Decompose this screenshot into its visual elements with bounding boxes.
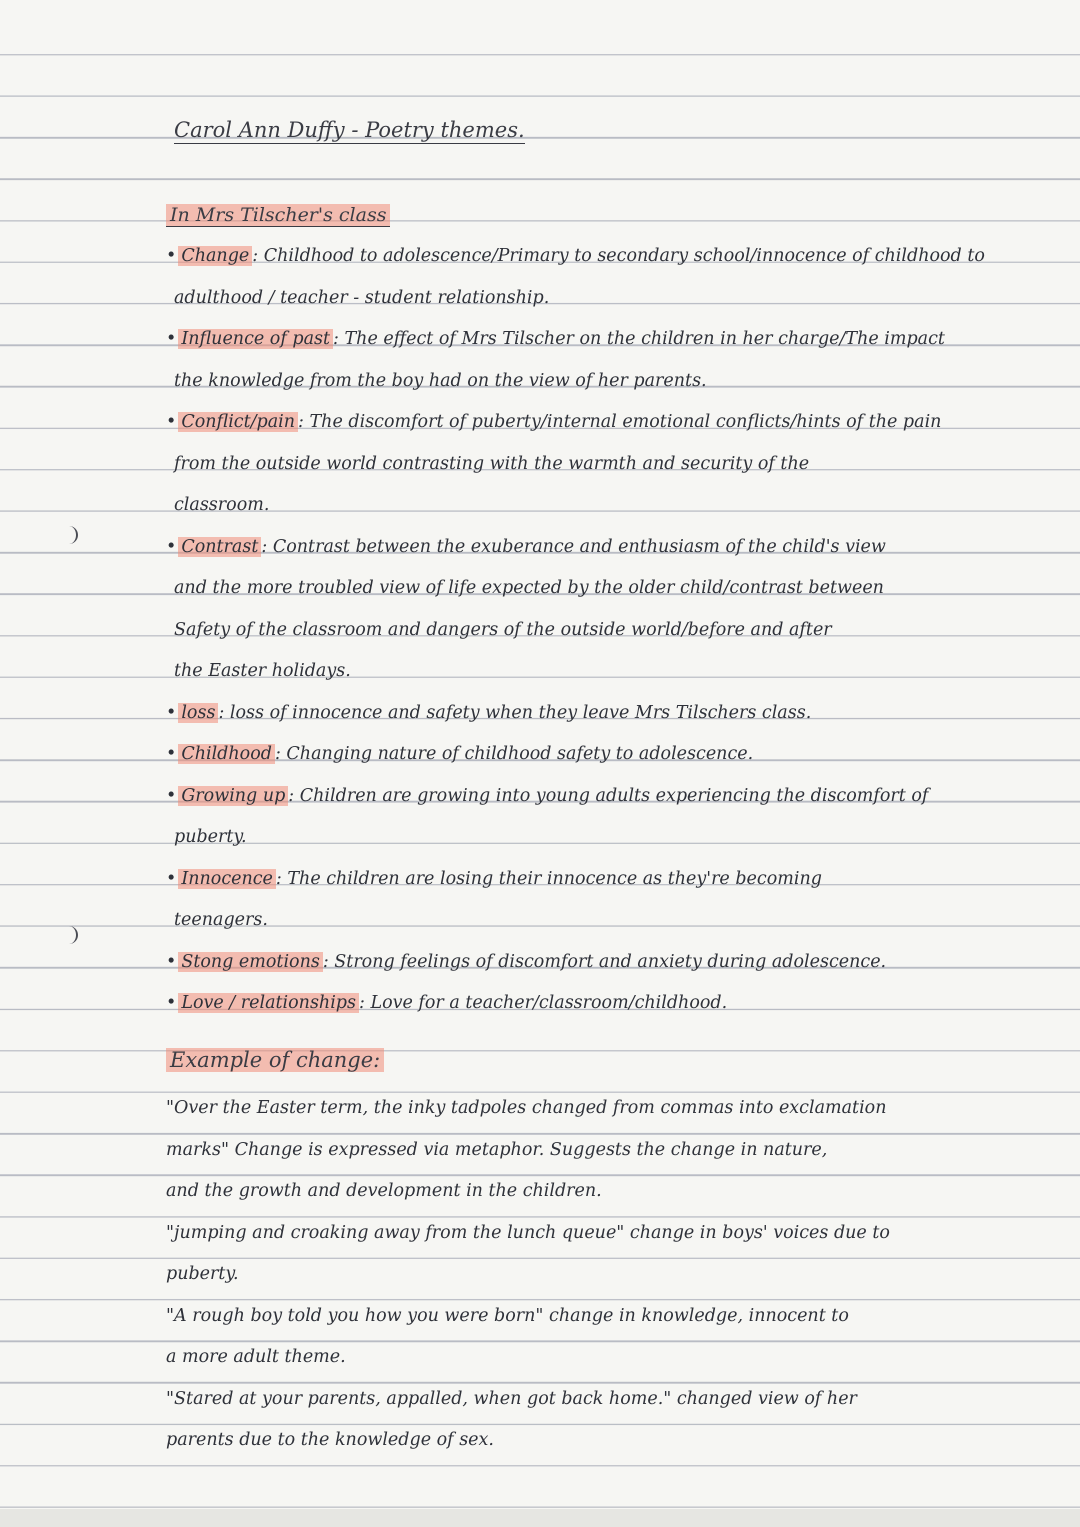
bullet-icon: • — [166, 868, 177, 889]
theme-text: The discomfort of puberty/internal emotional conflicts/hints of the pain — [309, 412, 942, 432]
theme-text: teenagers. — [174, 910, 268, 930]
theme-item-continuation — [166, 444, 1066, 486]
theme-item — [166, 859, 1066, 901]
theme-colon: : — [275, 868, 288, 889]
example-heading — [166, 1048, 384, 1072]
theme-item-continuation — [166, 651, 1066, 693]
theme-item — [166, 319, 1066, 361]
bullet-icon: • — [166, 536, 177, 557]
example-line: "Stared at your parents, appalled, when got back home." changed view of her — [166, 1388, 857, 1409]
theme-text: Safety of the classroom and dangers of the outside world/before and after — [174, 619, 832, 640]
theme-item-continuation — [166, 817, 1066, 859]
theme-label: Stong emotions — [178, 952, 323, 972]
bullet-icon: • — [166, 785, 177, 806]
theme-label: Love / relationships — [178, 993, 359, 1013]
theme-colon: : — [218, 702, 230, 723]
example-line: a more adult theme. — [166, 1347, 346, 1367]
theme-label: Change — [178, 246, 252, 266]
bullet-icon: • — [166, 744, 177, 764]
theme-item — [166, 734, 1066, 776]
bullet-icon: • — [166, 329, 177, 349]
theme-text: the knowledge from the boy had on the view of her parents. — [174, 370, 707, 391]
theme-text: the Easter holidays. — [174, 661, 351, 681]
themes-list — [166, 236, 1066, 1025]
theme-item — [166, 983, 1066, 1025]
example-line: "A rough boy told you how you were born" change in knowledge, innocent to — [166, 1305, 849, 1326]
theme-text: Contrast between the exuberance and enthusiasm of the child's view — [272, 536, 886, 557]
bullet-icon: • — [166, 412, 177, 432]
bullet-icon: • — [166, 246, 177, 266]
bullet-icon: • — [166, 951, 177, 972]
theme-text: Childhood to adolescence/Primary to secondary school/innocence of childhood to — [263, 246, 985, 266]
theme-label: Innocence — [178, 869, 276, 889]
bullet-icon: • — [166, 993, 177, 1013]
theme-text: The effect of Mrs Tilscher on the children in her charge/The impact — [344, 329, 945, 349]
theme-item — [166, 527, 1066, 569]
theme-colon: : — [358, 993, 371, 1013]
theme-item-continuation — [166, 278, 1066, 320]
theme-item — [166, 942, 1066, 984]
theme-text: puberty. — [174, 827, 247, 847]
theme-label: Contrast — [178, 537, 261, 557]
theme-label: Influence of past — [178, 329, 333, 349]
margin-bracket-mark — [62, 526, 78, 544]
theme-colon: : — [274, 744, 287, 764]
theme-label: Childhood — [178, 744, 275, 764]
bullet-icon: • — [166, 702, 177, 723]
theme-colon: : — [333, 329, 345, 349]
theme-text: adulthood / teacher - student relationship. — [174, 287, 550, 308]
theme-item — [166, 236, 1066, 278]
margin-bracket-mark — [62, 926, 78, 944]
examples-list — [166, 1088, 1066, 1462]
theme-text: loss of innocence and safety when they leave Mrs Tilschers class. — [229, 702, 812, 723]
example-heading-text: Example of change: — [166, 1048, 384, 1072]
example-line: "jumping and croaking away from the lunch queue" change in boys' voices due to — [166, 1222, 890, 1243]
example-line: "Over the Easter term, the inky tadpoles changed from commas into exclamation — [166, 1098, 887, 1118]
theme-label: Growing up — [178, 786, 288, 806]
theme-text: Changing nature of childhood safety to adolescence. — [286, 744, 754, 764]
theme-item-continuation — [166, 361, 1066, 403]
example-line: parents due to the knowledge of sex. — [166, 1430, 494, 1450]
theme-item-continuation — [166, 568, 1066, 610]
theme-item-continuation — [166, 610, 1066, 652]
example-line: marks" Change is expressed via metaphor. Suggests the change in nature, — [166, 1139, 828, 1160]
theme-label: Conflict/pain — [178, 412, 298, 432]
theme-item — [166, 776, 1066, 818]
theme-text: The children are losing their innocence as they're becoming — [287, 868, 822, 889]
page-title: Carol Ann Duffy - Poetry themes. — [174, 118, 525, 142]
theme-item — [166, 402, 1066, 444]
theme-item — [166, 693, 1066, 735]
theme-item-continuation — [166, 900, 1066, 942]
theme-text: Children are growing into young adults experiencing the discomfort of — [299, 785, 929, 806]
theme-colon: : — [288, 785, 300, 806]
theme-colon: : — [322, 951, 335, 972]
theme-label: loss — [178, 703, 218, 723]
theme-colon: : — [252, 246, 264, 266]
example-line: and the growth and development in the children. — [166, 1181, 602, 1201]
example-line: puberty. — [166, 1264, 239, 1284]
theme-text: from the outside world contrasting with the warmth and security of the — [174, 453, 810, 474]
theme-text: Love for a teacher/classroom/childhood. — [370, 993, 728, 1013]
theme-item-continuation — [166, 485, 1066, 527]
section-heading-text: In Mrs Tilscher's class — [166, 204, 390, 226]
theme-text: classroom. — [174, 495, 270, 515]
theme-text: and the more troubled view of life expected by the older child/contrast between — [174, 578, 884, 598]
theme-colon: : — [298, 412, 310, 432]
theme-text: Strong feelings of discomfort and anxiety during adolescence. — [334, 951, 887, 972]
theme-colon: : — [261, 536, 273, 557]
section-heading — [166, 204, 390, 227]
